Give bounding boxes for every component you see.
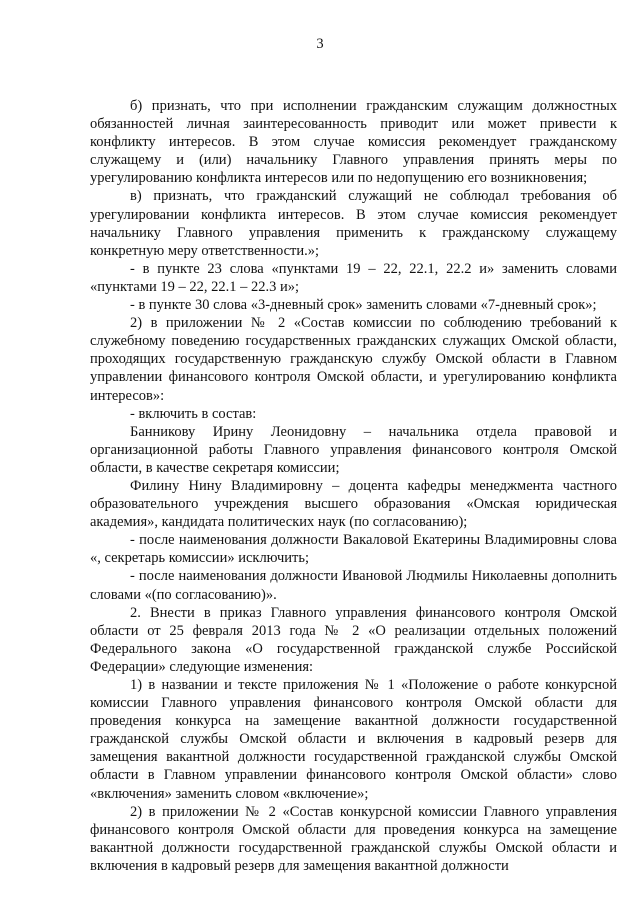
paragraph: - после наименования должности Вакаловой Екатерины Владимировны слова «, секретарь комиссии» исключить; <box>90 532 617 567</box>
paragraph: 2) в приложении № 2 «Состав конкурсной комиссии Главного управления финансового контроля Омской области для проведения конкурса на замещение вакантной должности государственной гражданской службы Омской области и включения в кадровый резерв для замещения вакантной должности <box>90 803 617 874</box>
paragraph: - в пункте 23 слова «пунктами 19 – 22, 22.1, 22.2 и» заменить словами «пунктами 19 – 22, 22.1 – 22.3 и»; <box>90 260 617 295</box>
paragraph: - включить в состав: <box>130 405 257 422</box>
paragraph: 2) в приложении № 2 «Состав комиссии по соблюдению требований к служебному поведению государственных гражданских служащих Омской области, проходящих государственную гражданскую службу Омской области в Главном управлении финансового контроля Омской области, и урегулированию конфликта интересов»: <box>90 315 617 404</box>
document-body <box>90 97 617 875</box>
paragraph: - после наименования должности Ивановой Людмилы Николаевны дополнить словами «(по согласованию)». <box>90 568 617 603</box>
paragraph: 1) в названии и тексте приложения № 1 «Положение о работе конкурсной комиссии Главного управления финансового контроля Омской области для проведения конкурса на замещение вакантной должности государственной гражданской службы Омской области и включения в кадровый резерв для замещения вакантной должности государственной гражданской службы Омской области в Главном управлении финансового контроля Омской области» слово «включения» заменить словом «включение»; <box>90 677 617 802</box>
paragraph: Банникову Ирину Леонидовну – начальника отдела правовой и организационной работы Главного управления финансового контроля Омской области, в качестве секретаря комиссии; <box>90 423 617 476</box>
paragraph: б) признать, что при исполнении гражданским служащим должностных обязанностей личная заинтересованность приводит или может привести к конфликту интересов. В этом случае комиссия рекомендует гражданскому служащему и (или) начальнику Главного управления принять меры по урегулированию конфликта интересов или по недопущению его возникновения; <box>90 98 617 187</box>
paragraph: 2. Внести в приказ Главного управления финансового контроля Омской области от 25 февраля 2013 года № 2 «О реализации отдельных положений Федерального закона «О государственной гражданской службе Российской Федерации» следующие изменения: <box>90 604 617 675</box>
paragraph: - в пункте 30 слова «3-дневный срок» заменить словами «7-дневный срок»; <box>130 297 597 314</box>
paragraph: в) признать, что гражданский служащий не соблюдал требования об урегулировании конфликта интересов. В этом случае комиссия рекомендует начальнику Главного управления применить к гражданскому служащему конкретную меру ответственности.»; <box>90 188 617 259</box>
paragraph: Филину Нину Владимировну – доцента кафедры менеджмента частного образовательного учреждения высшего образования «Омская юридическая академия», кандидата политических наук (по согласованию); <box>90 477 617 531</box>
page-number: 3 <box>316 36 324 52</box>
